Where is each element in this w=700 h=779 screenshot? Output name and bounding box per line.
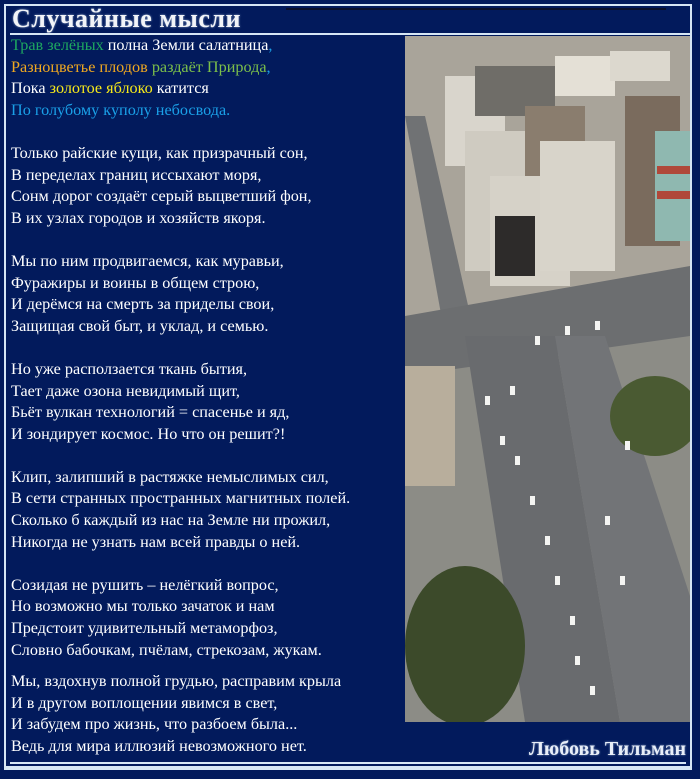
poem-text-segment: Но возможно мы только зачаток и нам xyxy=(11,597,275,616)
poem-line xyxy=(11,402,406,424)
poem-line xyxy=(11,294,406,316)
stanza xyxy=(11,467,406,553)
poem-text-segment: Только райские кущи, как призрачный сон, xyxy=(11,143,308,162)
poem-text-segment: Защищая свой быт, и уклад, и семью. xyxy=(11,316,269,335)
poem-text-segment: Разноцветье плодов xyxy=(11,57,148,76)
poem-text-segment: Мы, вздохнув полной грудью, расправим крыла xyxy=(11,672,342,691)
poem-line xyxy=(11,693,406,715)
poem-text-segment: Клип, залипший в растяжке немыслимых сил, xyxy=(11,467,329,486)
aerial-city-intersection-photo xyxy=(405,36,690,722)
photo-illustration xyxy=(405,36,690,722)
poem-text-segment: Сонм дорог создаёт серый выцветший фон, xyxy=(11,187,312,206)
page-title: Случайные мысли xyxy=(12,4,241,33)
poem-line xyxy=(11,100,406,122)
poem-line xyxy=(11,575,406,597)
poem-text-segment: И забудем про жизнь, что разбоем была... xyxy=(11,715,298,734)
poem-text-segment: По голубому куполу небосвода. xyxy=(11,100,231,119)
poem-text-segment: Сколько б каждый из нас на Земле ни прожил, xyxy=(11,511,331,530)
poem-line xyxy=(11,251,406,273)
poem-line xyxy=(11,488,406,510)
stanza xyxy=(11,143,406,229)
poem-line xyxy=(11,316,406,338)
poem-line xyxy=(11,165,406,187)
poem-text-segment: И зондирует космос. Но что он решит?! xyxy=(11,424,286,443)
stanza xyxy=(11,575,406,661)
stanza xyxy=(11,671,406,757)
poem-text-segment: Предстоит удивительный метаморфоз, xyxy=(11,619,278,638)
poem-text-segment: Созидая не рушить – нелёгкий вопрос, xyxy=(11,575,279,594)
poem-line xyxy=(11,359,406,381)
title-shadow-line xyxy=(286,8,666,10)
bottom-divider xyxy=(10,762,686,764)
poem-line xyxy=(11,35,406,57)
poem-line xyxy=(11,78,406,100)
stanza xyxy=(11,251,406,337)
poem-text-segment: Фуражиры и воины в общем строю, xyxy=(11,273,260,292)
poem-text-segment: Словно бабочкам, пчёлам, стрекозам, жукам. xyxy=(11,640,322,659)
stanza xyxy=(11,359,406,445)
poem-line xyxy=(11,143,406,165)
poem-text-segment: Никогда не узнать нам всей правды о ней. xyxy=(11,532,301,551)
poem-text-segment: Бьёт вулкан технологий = спасенье и яд, xyxy=(11,403,290,422)
poem-text-segment: золотое яблоко xyxy=(49,79,153,98)
poem-line xyxy=(11,736,406,758)
poem-line xyxy=(11,186,406,208)
poem-line xyxy=(11,381,406,403)
poem-text-segment: В переделах границ иссыхают моря, xyxy=(11,165,262,184)
poem-text-segment: , xyxy=(266,57,271,76)
poem-text-segment: раздаёт Природа xyxy=(147,57,267,76)
poem-text-segment: Пока xyxy=(11,79,50,98)
poem-line xyxy=(11,640,406,662)
poem-text-segment: В их узлах городов и хозяйств якоря. xyxy=(11,208,266,227)
poem-line xyxy=(11,714,406,736)
poem-line xyxy=(11,618,406,640)
poem-line xyxy=(11,424,406,446)
poem-line xyxy=(11,532,406,554)
poem-text-segment: Тает даже озона невидимый щит, xyxy=(11,381,240,400)
frame-right-line xyxy=(690,6,692,768)
poem-text-segment: Ведь для мира иллюзий невозможного нет. xyxy=(11,737,307,755)
poem-text-segment: Трав зелёных xyxy=(11,36,104,54)
poem-text-segment: И дерёмся на смерть за приделы свои, xyxy=(11,295,275,314)
poem-text-segment: В сети странных пространных магнитных полей. xyxy=(11,489,351,508)
poem-line xyxy=(11,510,406,532)
poem-text-segment: Мы по ним продвигаемся, как муравьи, xyxy=(11,251,284,270)
poem-line xyxy=(11,57,406,79)
bottom-frame-line xyxy=(4,768,692,770)
author-signature: Любовь Тильман xyxy=(529,738,686,760)
stanza xyxy=(11,35,406,121)
poem-text-segment: катится xyxy=(152,79,209,98)
poem-line xyxy=(11,467,406,489)
poem-body xyxy=(11,35,406,779)
poem-line xyxy=(11,273,406,295)
poem-line xyxy=(11,671,406,693)
poem-text-segment: Но уже расползается ткань бытия, xyxy=(11,359,248,378)
poem-text-segment: , xyxy=(268,36,273,54)
poem-text-segment: И в другом воплощении явимся в свет, xyxy=(11,693,278,712)
poem-line xyxy=(11,596,406,618)
poem-line xyxy=(11,208,406,230)
poem-text-segment: полна Земли салатница xyxy=(103,36,269,54)
